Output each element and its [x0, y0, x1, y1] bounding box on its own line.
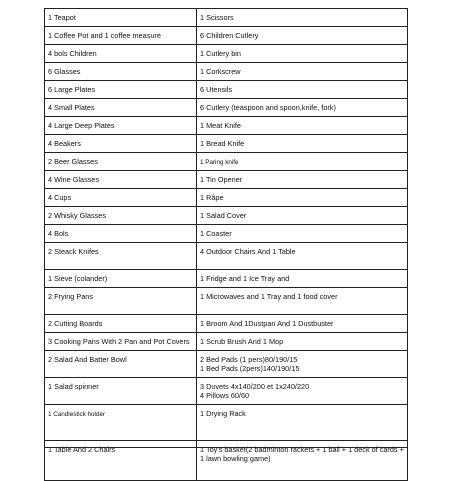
- cell-left: 1 Coffee Pot and 1 coffee measure: [45, 27, 197, 45]
- cell-left: 4 Small Plates: [45, 99, 197, 117]
- table-row: [45, 378, 408, 405]
- cell-right: [197, 153, 408, 171]
- cell-right-line: 2 Bed Pads (1 pers)80/190/15: [200, 355, 298, 364]
- cell-left: 6 Large Plates: [45, 81, 197, 99]
- table-row: [45, 270, 408, 288]
- cell-left: 2 Salad And Batter Bowl: [45, 351, 197, 378]
- cell-right: 1 Scissors: [197, 9, 408, 27]
- table-continuation-edge: [44, 447, 408, 451]
- cell-left: 2 Steack Knifes: [45, 243, 197, 270]
- table-row: [45, 45, 408, 63]
- cell-right: [197, 351, 408, 378]
- cell-left: 2 Whisky Glasses: [45, 207, 197, 225]
- cell-left: 4 Large Deep Plates: [45, 117, 197, 135]
- table-row: [45, 225, 408, 243]
- cell-left: 4 Wine Glasses: [45, 171, 197, 189]
- cell-left: 3 Cooking Pans With 2 Pan and Pot Covers: [45, 333, 197, 351]
- cell-right: 1 Râpe: [197, 189, 408, 207]
- table-row: [45, 207, 408, 225]
- cell-right: 1 Tin Opener: [197, 171, 408, 189]
- table-row: [45, 351, 408, 378]
- cell-left-text: 1 Candlestick holder: [48, 411, 106, 418]
- cell-right: 1 Coaster: [197, 225, 408, 243]
- cell-left: 1 Teapot: [45, 9, 197, 27]
- cell-right: 4 Outdoor Chairs And 1 Table: [197, 243, 408, 270]
- table-row: [45, 81, 408, 99]
- cell-right: 1 Drying Rack: [197, 405, 408, 441]
- table-row: [45, 27, 408, 45]
- cell-right-line: 1 Bed Pads (2pers)140/190/15: [200, 364, 300, 373]
- cell-left: 4 Cups: [45, 189, 197, 207]
- cell-left: 4 bols Children: [45, 45, 197, 63]
- cell-left: 4 Beakers: [45, 135, 197, 153]
- cell-right: 6 Cutlery (teaspoon and spoon,knife, fork): [197, 99, 408, 117]
- cell-right: 1 Corkscrew: [197, 63, 408, 81]
- table-row: [45, 315, 408, 333]
- cell-right-text: 1 Paring knife: [200, 158, 239, 166]
- cell-left: [45, 405, 197, 441]
- cell-right: 1 Cutlery bin: [197, 45, 408, 63]
- inventory-table: [44, 8, 408, 481]
- cell-left: 1 Table And 2 Chairs: [45, 441, 197, 481]
- cell-left: 2 Frying Pans: [45, 288, 197, 315]
- cell-left: 6 Glasses: [45, 63, 197, 81]
- cell-right: [197, 378, 408, 405]
- cell-right: 6 Utensils: [197, 81, 408, 99]
- cell-left: 1 Sieve (colander): [45, 270, 197, 288]
- table-row: [45, 333, 408, 351]
- cell-right: 6 Children Cutlery: [197, 27, 408, 45]
- table-row: [45, 243, 408, 270]
- table-row: [45, 63, 408, 81]
- cell-right: 1 Meat Knife: [197, 117, 408, 135]
- table-row: [45, 153, 408, 171]
- table-row: [45, 171, 408, 189]
- cell-left: 4 Bols: [45, 225, 197, 243]
- cell-right: 1 Fridge and 1 Ice Tray and: [197, 270, 408, 288]
- cell-left: 2 Beer Glasses: [45, 153, 197, 171]
- cell-right-line: 4 Pillows 60/60: [200, 391, 250, 400]
- cell-left: 1 Salad spinner: [45, 378, 197, 405]
- table-row: [45, 9, 408, 27]
- cell-right: 1 Microwaves and 1 Tray and 1 food cover: [197, 288, 408, 315]
- cell-left: 2 Cutting Boards: [45, 315, 197, 333]
- table-row: [45, 288, 408, 315]
- table-row: [45, 135, 408, 153]
- table-row: [45, 189, 408, 207]
- cell-right: 1 Toy's basket(2 badminton rackets + 1 ball + 1 deck of cards + 1 lawn bowling game): [197, 441, 408, 481]
- cell-right: 1 Salad Cover: [197, 207, 408, 225]
- table-row: [45, 117, 408, 135]
- table-row: [45, 99, 408, 117]
- cell-right: 1 Scrub Brush And 1 Mop: [197, 333, 408, 351]
- cell-right: 1 Bread Knife: [197, 135, 408, 153]
- cell-right-line: 3 Duvets 4x140/200 et 1x240/220: [200, 382, 310, 391]
- cell-right: 1 Broom And 1Dustpan And 1 Dustbuster: [197, 315, 408, 333]
- table-row: [45, 405, 408, 441]
